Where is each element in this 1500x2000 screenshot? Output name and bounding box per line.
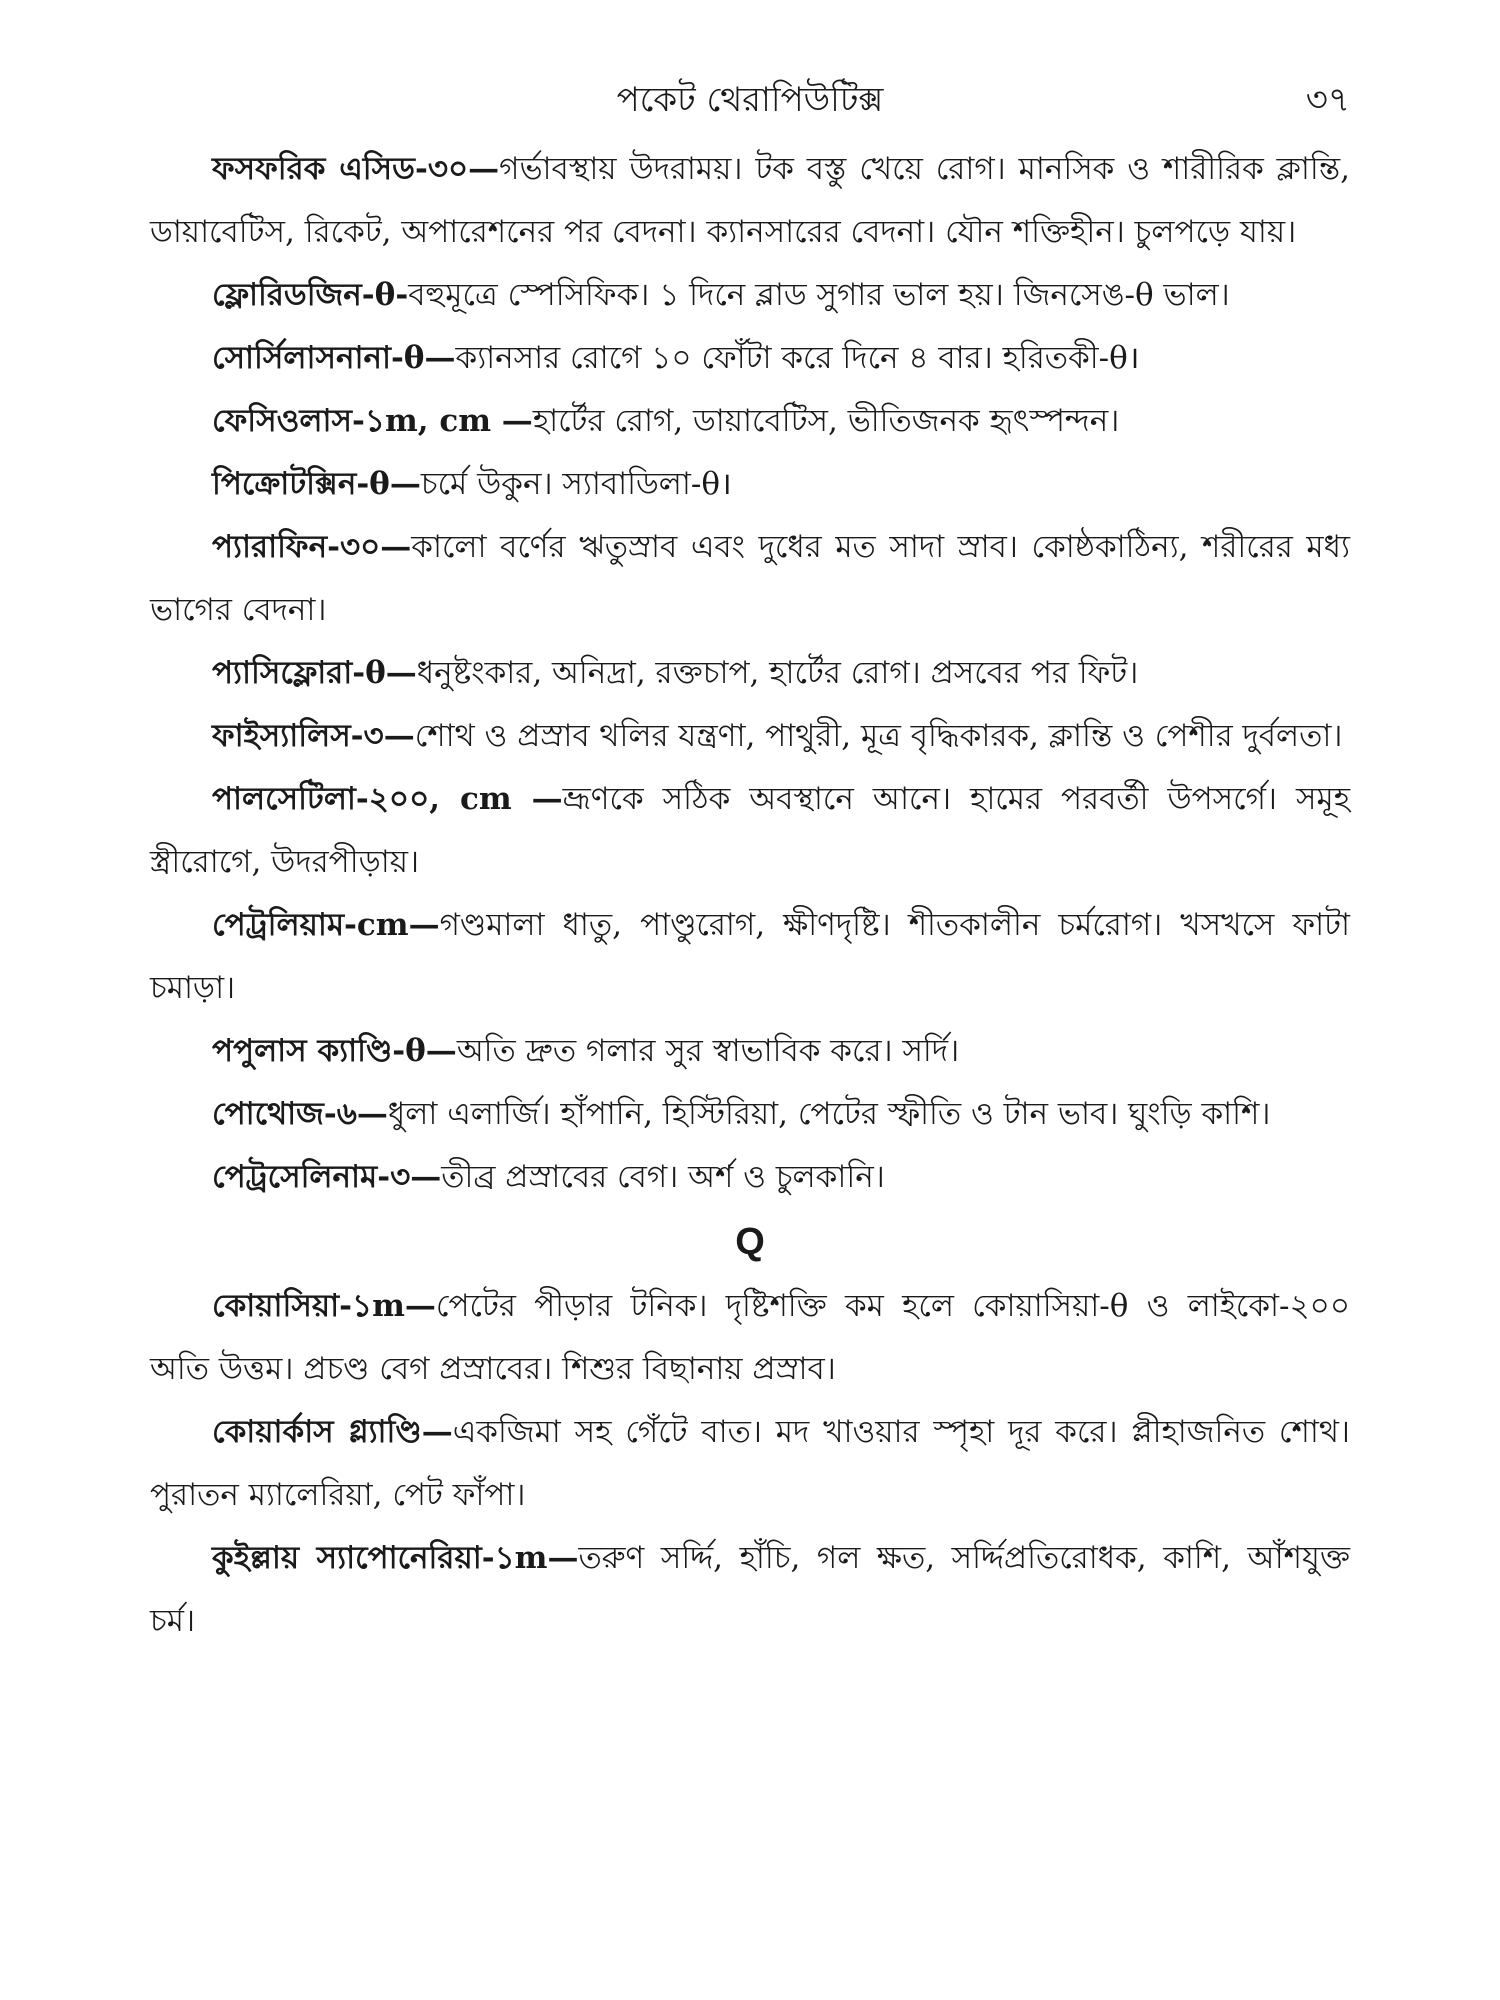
entry-phaseolus <box>150 390 1350 453</box>
entry-text: শোথ ও প্রস্রাব থলির যন্ত্রণা, পাথুরী, মূত্র বৃদ্ধিকারক, ক্লান্তি ও পেশীর দুর্বলতা। <box>414 718 1343 754</box>
entry-term: ফসফরিক এসিড-৩০— <box>212 151 500 187</box>
entry-term: ফাইস্যালিস-৩— <box>212 718 415 754</box>
entry-text: পেটের পীড়ার টনিক। দৃষ্টিশক্তি কম হলে কোয়াসিয়া-θ ও লাইকো-২০০ অতি উত্তম। প্রচণ্ড বেগ প্রস্রাবের। শিশুর বিছানায় প্রস্রাব। <box>150 1288 1350 1387</box>
entry-populus-candicans <box>150 1020 1350 1083</box>
entry-term: কোয়ার্কাস গ্ল্যাণ্ডি— <box>212 1414 453 1450</box>
entry-term: কুইল্লায় স্যাপোনেরিয়া-১m— <box>212 1540 579 1576</box>
entry-text: তীব্র প্রস্রাবের বেগ। অর্শ ও চুলকানি। <box>441 1159 885 1195</box>
entry-term: সোর্সিলাসনানা-θ— <box>212 340 456 376</box>
entry-quassia <box>150 1275 1350 1401</box>
entry-term: পালসেটিলা-২০০, cm — <box>212 781 563 817</box>
entry-text: গর্ভাবস্থায় উদরাময়। টক বস্তু খেয়ে রোগ। মানসিক ও শারীরিক ক্লান্তি, ডায়াবেটিস, রিকেট, অপারেশনের পর বেদনা। ক্যানসারের বেদনা। যৌন শক্তিহীন। চুলপড়ে যায়। <box>150 151 1350 250</box>
entry-term: পপুলাস ক্যাণ্ডি-θ— <box>212 1033 457 1069</box>
entry-term: ফ্লোরিডজিন-θ- <box>212 277 409 313</box>
entry-text: ধনুষ্টংকার, অনিদ্রা, রক্তচাপ, হার্টের রোগ। প্রসবের পর ফিট। <box>416 655 1139 691</box>
entry-term: প্যাসিফ্লোরা-θ— <box>212 655 417 691</box>
page-content <box>150 138 1350 1653</box>
entry-text: ধুলা এলার্জি। হাঁপানি, হিস্টিরিয়া, পেটের স্ফীতি ও টান ভাব। ঘুংড়ি কাশি। <box>387 1096 1271 1132</box>
section-heading-q: Q <box>735 1221 765 1263</box>
entry-picrotoxin <box>150 453 1350 516</box>
entry-text: একজিমা সহ গেঁটে বাত। মদ খাওয়ার স্পৃহা দূর করে। প্লীহাজনিত শোথ। পুরাতন ম্যালেরিয়া, পেট ফাঁপা। <box>150 1414 1351 1513</box>
entry-text: ক্যানসার রোগে ১০ ফোঁটা করে দিনে ৪ বার। হরিতকী-θ। <box>455 340 1140 376</box>
page-number: ৩৭ <box>1305 80 1350 120</box>
entry-pothos <box>150 1083 1350 1146</box>
book-page <box>150 70 1350 1950</box>
entry-phosphoric-acid <box>150 138 1350 264</box>
entry-text: হার্টের রোগ, ডায়াবেটিস, ভীতিজনক হৃৎস্পন্দন। <box>532 403 1120 439</box>
entry-quillaya-saponaria <box>150 1527 1350 1653</box>
entry-petroselinum <box>150 1146 1350 1209</box>
entry-term: পেট্রলিয়াম-cm— <box>212 907 440 943</box>
entry-text: বহুমূত্রে স্পেসিফিক। ১ দিনে ব্লাড সুগার ভাল হয়। জিনসেঙ-θ ভাল। <box>408 277 1230 313</box>
entry-term: পিক্রোটক্সিন-θ— <box>212 466 421 502</box>
running-title: পকেট থেরাপিউটিক্স <box>616 80 884 120</box>
entry-text: ভ্রূণকে সঠিক অবস্থানে আনে। হামের পরবর্তী উপসর্গে। সমূহ স্ত্রীরোগে, উদরপীড়ায়। <box>150 781 1350 880</box>
entry-paraffin <box>150 516 1350 642</box>
entry-term: পোথোজ-৬— <box>212 1096 388 1132</box>
entry-term: পেট্রসেলিনাম-৩— <box>212 1159 442 1195</box>
entry-phloridzin <box>150 264 1350 327</box>
entry-text: চর্মে উকুন। স্যাবাডিলা-θ। <box>420 466 732 502</box>
entry-term: কোয়াসিয়া-১m— <box>212 1288 436 1324</box>
running-header <box>150 70 1350 130</box>
entry-physalis <box>150 705 1350 768</box>
entry-sorsilasnana <box>150 327 1350 390</box>
entry-text: কালো বর্ণের ঋতুস্রাব এবং দুধের মত সাদা স্রাব। কোষ্ঠকাঠিন্য, শরীরের মধ্য ভাগের বেদনা। <box>150 529 1350 628</box>
entry-petroleum <box>150 894 1350 1020</box>
entry-term: ফেসিওলাস-১m, cm — <box>212 403 533 439</box>
entry-passiflora <box>150 642 1350 705</box>
entry-pulsatilla <box>150 768 1350 894</box>
entry-text: অতি দ্রুত গলার সুর স্বাভাবিক করে। সর্দি। <box>456 1033 960 1069</box>
entry-quercus-glandium <box>150 1401 1350 1527</box>
entry-text: তরুণ সর্দ্দি, হাঁচি, গল ক্ষত, সর্দ্দিপ্রতিরোধক, কাশি, আঁশযুক্ত চর্ম। <box>150 1540 1350 1639</box>
entry-text: গণ্ডমালা ধাতু, পাণ্ডুরোগ, ক্ষীণদৃষ্টি। শীতকালীন চর্মরোগ। খসখসে ফাটা চমাড়া। <box>150 907 1350 1006</box>
entry-term: প্যারাফিন-৩০— <box>212 529 412 565</box>
